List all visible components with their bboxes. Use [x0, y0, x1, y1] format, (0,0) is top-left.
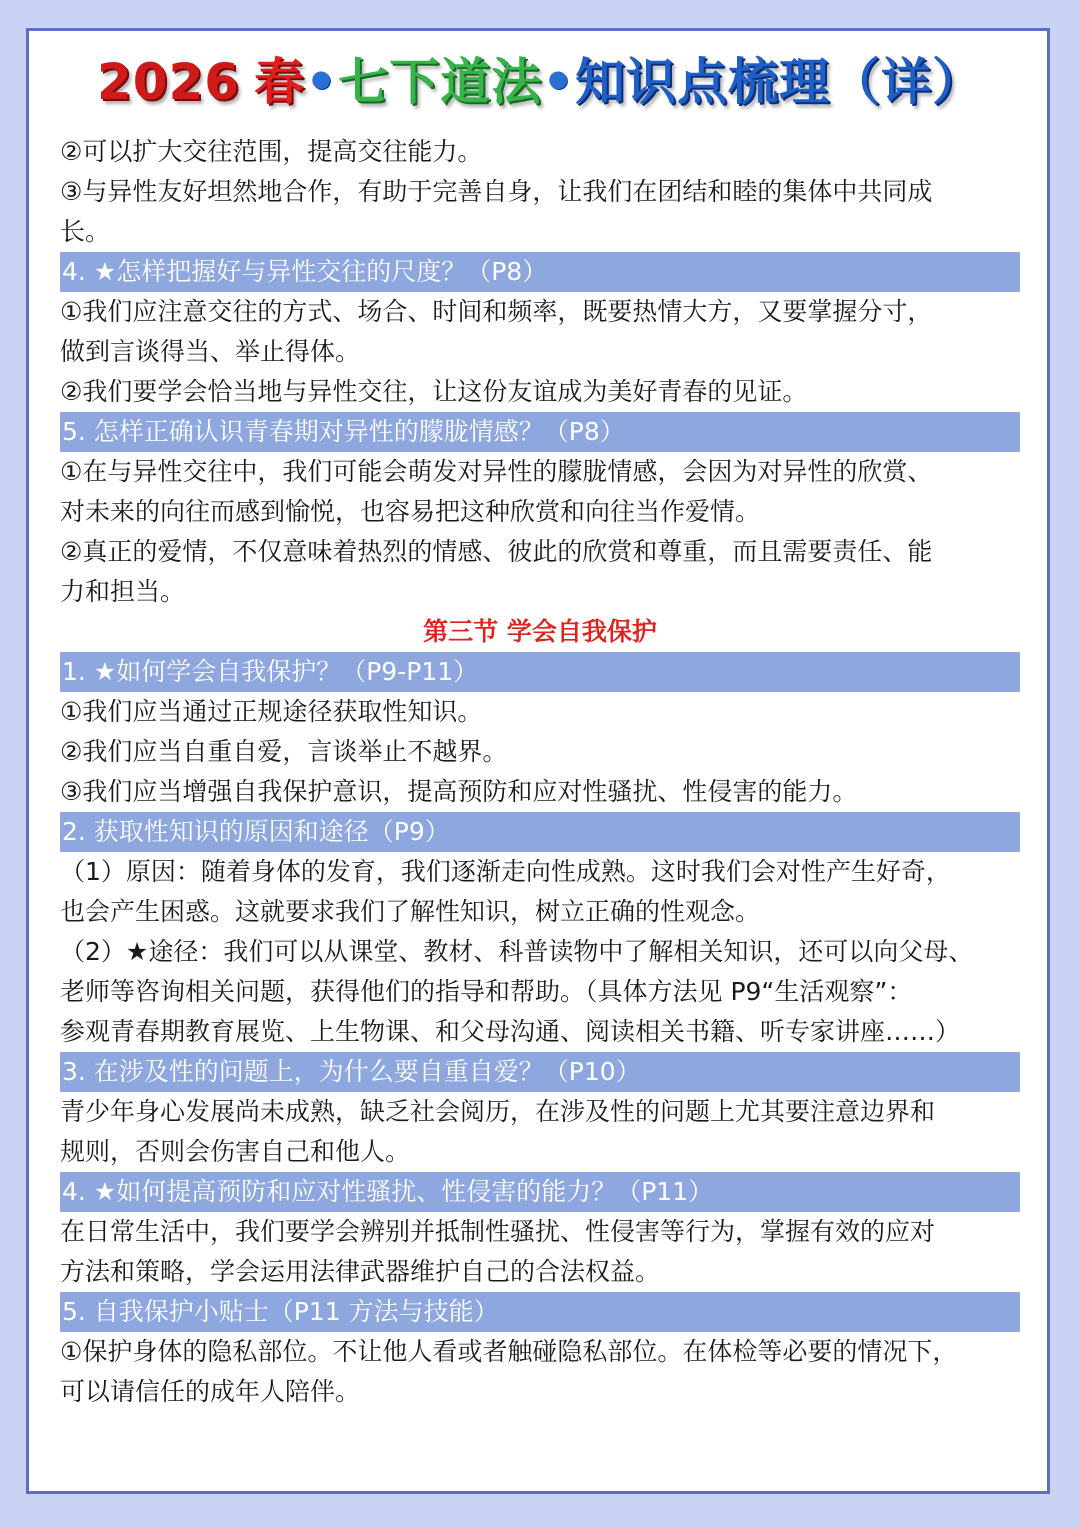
- note-line: 老师等咨询相关问题，获得他们的指导和帮助。（具体方法见 P9“生活观察”：: [60, 977, 913, 1006]
- title-topic: 知识点梳理: [575, 53, 831, 111]
- note-line: 青少年身心发展尚未成熟，缺乏社会阅历，在涉及性的问题上尤其要注意边界和: [60, 1097, 936, 1126]
- question-heading: 1. ★如何学会自我保护？（P9-P11）: [60, 652, 1020, 692]
- note-line: ②可以扩大交往范围，提高交往能力。: [60, 137, 483, 166]
- note-line: 在日常生活中，我们要学会辨别并抵制性骚扰、性侵害等行为，掌握有效的应对: [60, 1217, 936, 1246]
- note-line: ①在与异性交往中，我们可能会萌发对异性的朦胧情感，会因为对异性的欣赏、: [60, 457, 933, 486]
- question-heading: 5. 怎样正确认识青春期对异性的朦胧情感？（P8）: [60, 412, 1020, 452]
- note-line: ③与异性友好坦然地合作，有助于完善自身，让我们在团结和睦的集体中共同成: [60, 177, 933, 206]
- note-line: ①我们应注意交往的方式、场合、时间和频率，既要热情大方，又要掌握分寸，: [60, 297, 933, 326]
- title-separator: •: [542, 53, 576, 111]
- note-line: ①保护身体的隐私部位。不让他人看或者触碰隐私部位。在体检等必要的情况下，: [60, 1337, 958, 1366]
- note-line: ②我们应当自重自爱，言谈举止不越界。: [60, 737, 508, 766]
- section-title: 第三节 学会自我保护: [423, 617, 657, 646]
- note-line: 可以请信任的成年人陪伴。: [60, 1377, 361, 1406]
- note-line: 力和担当。: [60, 577, 186, 606]
- title-separator: •: [305, 53, 339, 111]
- title-course: 七下道法: [338, 53, 543, 111]
- note-line: 规则，否则会伤害自己和他人。: [60, 1137, 411, 1166]
- note-line: ②我们要学会恰当地与异性交往，让这份友谊成为美好青春的见证。: [60, 377, 808, 406]
- notes-content: [60, 132, 1020, 1412]
- question-heading: 3. 在涉及性的问题上，为什么要自重自爱？（P10）: [60, 1052, 1020, 1092]
- title-year: 2026: [96, 53, 241, 111]
- note-line: 也会产生困惑。这就要求我们了解性知识，树立正确的性观念。: [60, 897, 761, 926]
- note-line: （1）原因：随着身体的发育，我们逐渐走向性成熟。这时我们会对性产生好奇，: [60, 857, 951, 886]
- note-line: （2）★途径：我们可以从课堂、教材、科普读物中了解相关知识，还可以向父母、: [60, 937, 974, 966]
- page-title: [0, 40, 1080, 124]
- note-line: ③我们应当增强自我保护意识，提高预防和应对性骚扰、性侵害的能力。: [60, 777, 858, 806]
- question-heading: 4. ★如何提高预防和应对性骚扰、性侵害的能力？（P11）: [60, 1172, 1020, 1212]
- note-line: 做到言谈得当、举止得体。: [60, 337, 361, 366]
- note-line: ②真正的爱情，不仅意味着热烈的情感、彼此的欣赏和尊重，而且需要责任、能: [60, 537, 933, 566]
- question-heading: 2. 获取性知识的原因和途径（P9）: [60, 812, 1020, 852]
- question-heading: 4. ★怎样把握好与异性交往的尺度？（P8）: [60, 252, 1020, 292]
- note-line: 长。: [60, 217, 111, 246]
- note-line: 方法和策略，学会运用法律武器维护自己的合法权益。: [60, 1257, 661, 1286]
- note-line: ①我们应当通过正规途径获取性知识。: [60, 697, 483, 726]
- title-detail: （详）: [830, 53, 984, 111]
- title-season: 春: [254, 53, 306, 111]
- question-heading: 5. 自我保护小贴士（P11 方法与技能）: [60, 1292, 1020, 1332]
- note-line: 对未来的向往而感到愉悦，也容易把这种欣赏和向往当作爱情。: [60, 497, 761, 526]
- note-line: 参观青春期教育展览、上生物课、和父母沟通、阅读相关书籍、听专家讲座……）: [60, 1017, 961, 1046]
